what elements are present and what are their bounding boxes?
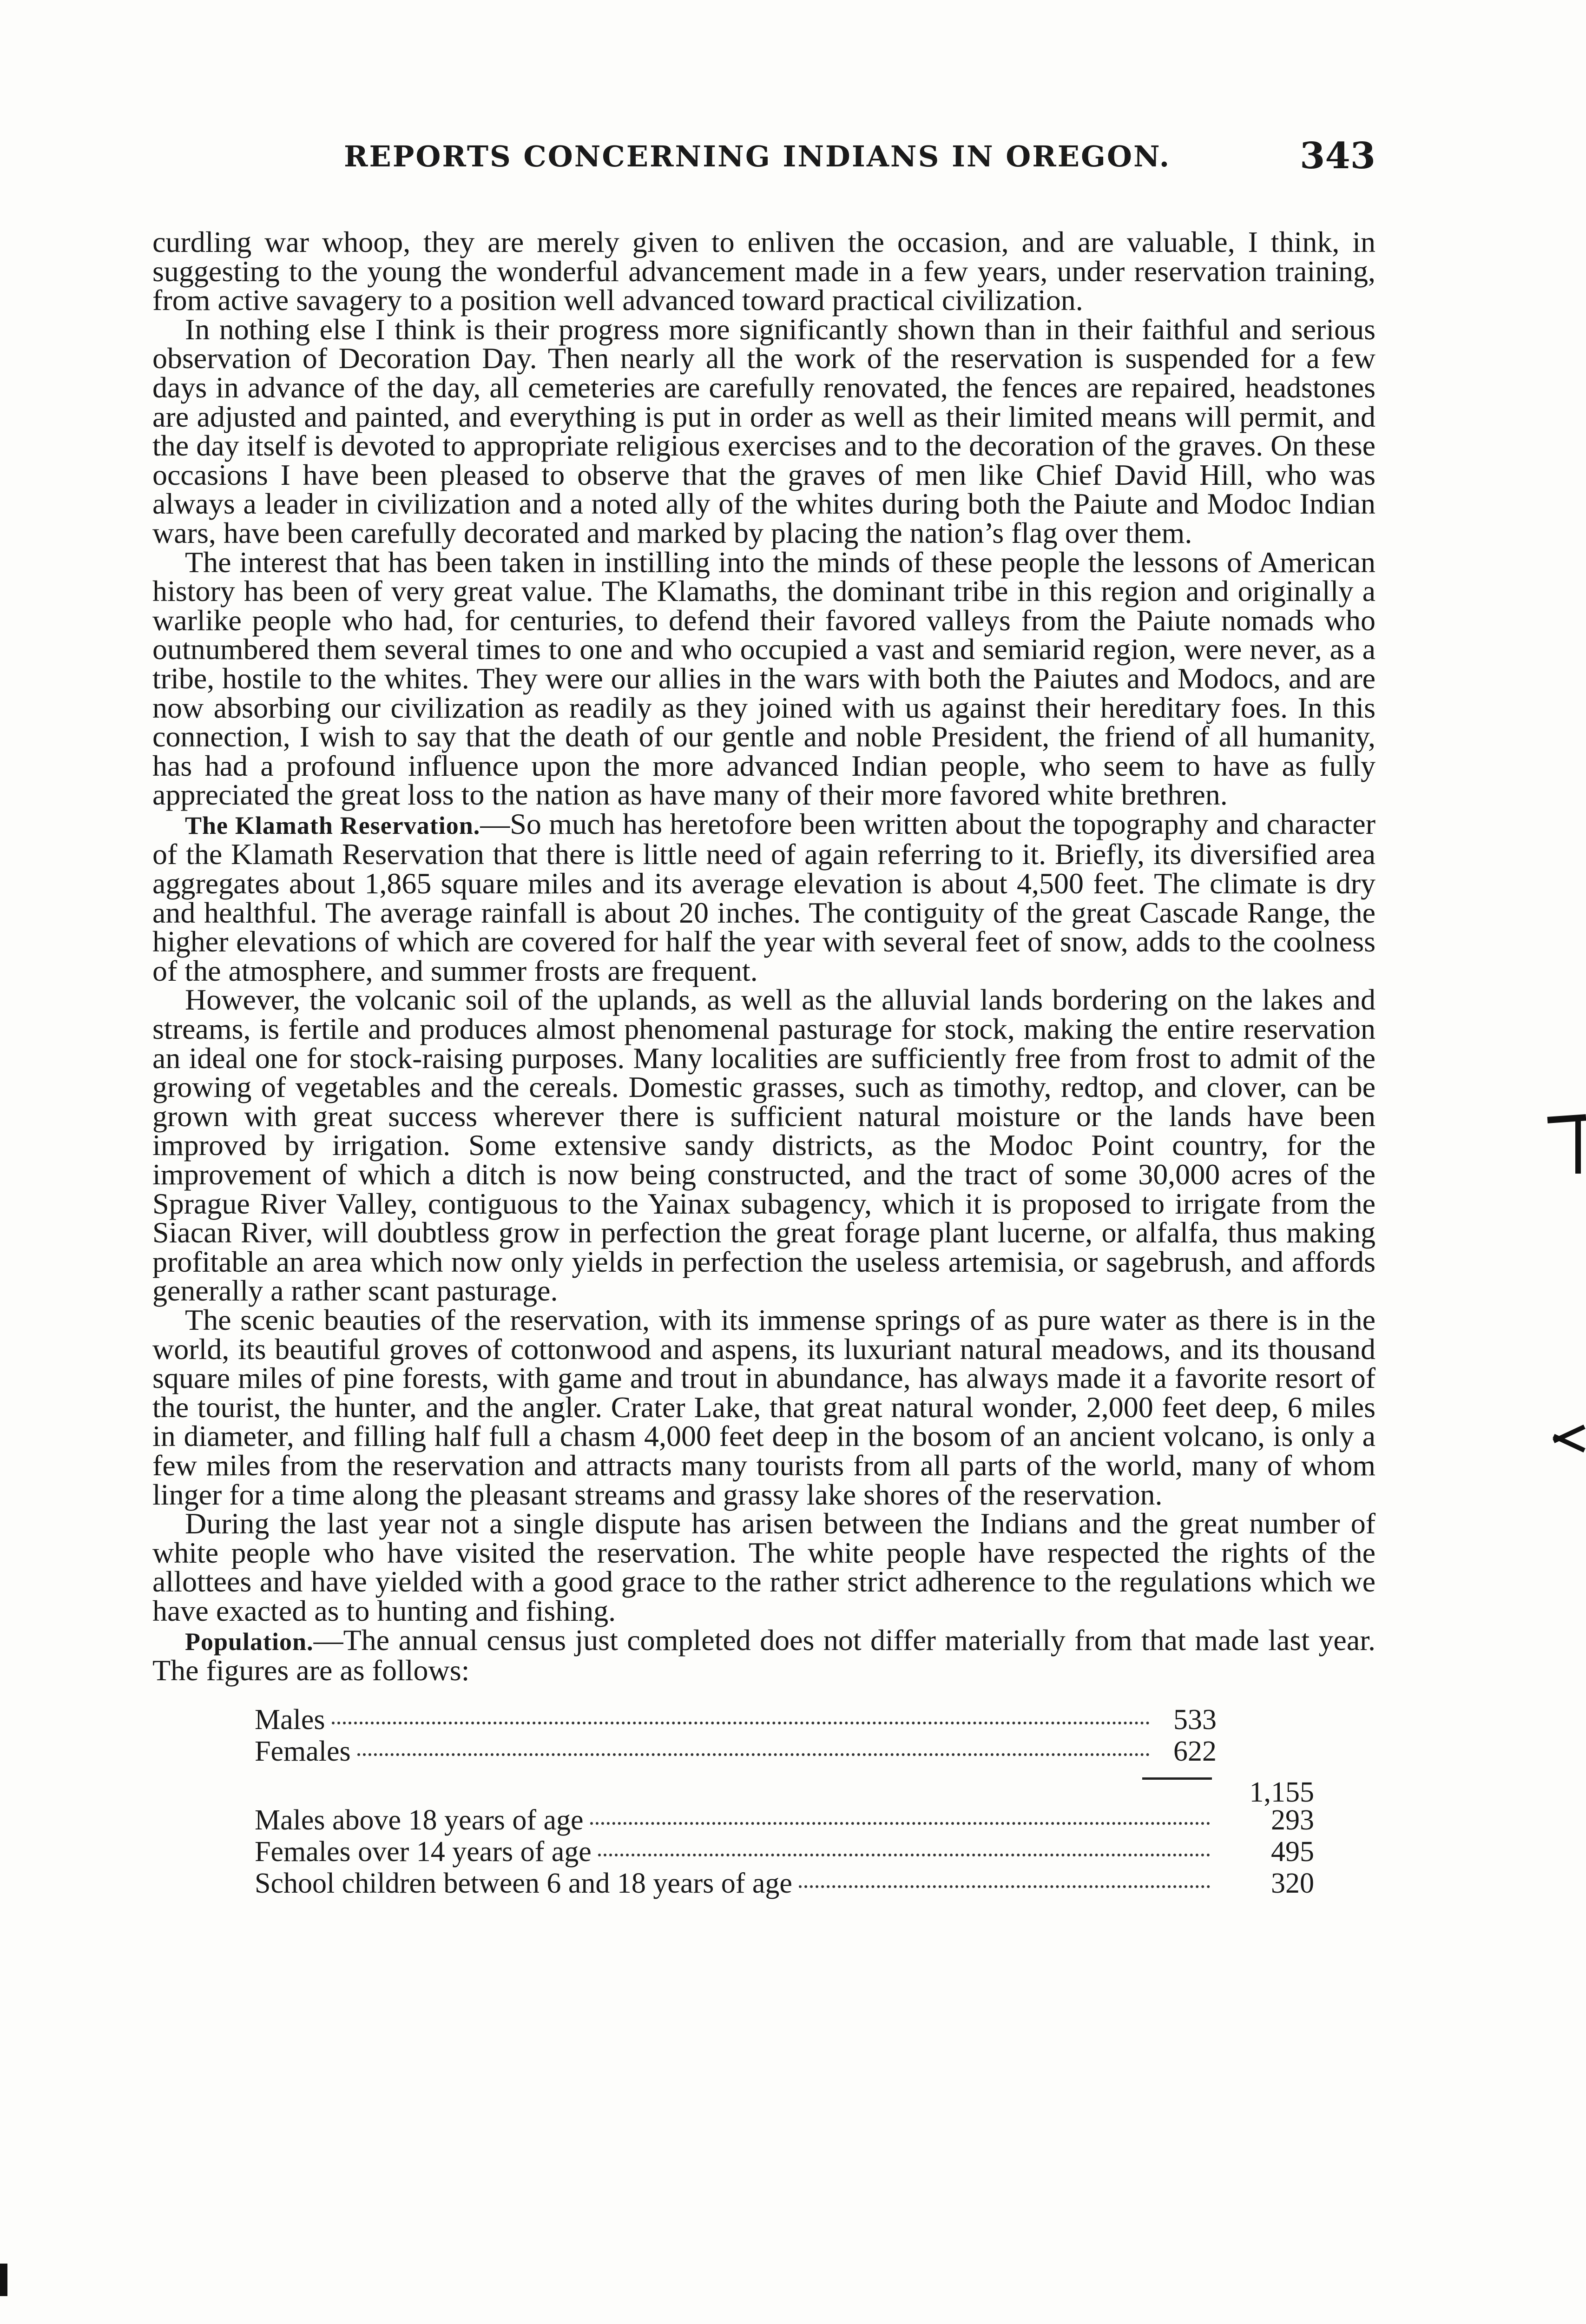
running-head: REPORTS CONCERNING INDIANS IN OREGON.: [344, 139, 1171, 173]
table-row: [255, 1836, 1314, 1868]
table-row: [255, 1704, 1314, 1736]
section-heading-klamath-reservation: The Klamath Reservation.: [185, 811, 480, 839]
row-label: Males: [255, 1703, 325, 1736]
paragraph-text: However, the volcanic soil of the uplands, as well as the alluvial lands bordering on the lakes and streams, is fertile and produces almost phenomenal pasturage for stock, making the entire reservation an ideal one for stock-raising purposes. Many localities are sufficiently free from frost to admit of the growing of vegetables and the cereals. Domestic grasses, such as timothy, redtop, and clover, can be grown with great success wherever there is sufficient natural moisture or the lands have been improved by irrigation. Some extensive sandy districts, as the Modoc Point country, for the improvement of which a ditch is now being constructed, and the tract of some 30,000 acres of the Sprague River Valley, contiguous to the Yainax subagency, which it is proposed to irrigate from the Siacan River, will doubtless grow in perfection the great forage plant lucerne, or alfalfa, thus making profitable an area which now only yields in perfection the useless artemisia, or sagebrush, and affords generally a rather scant pasturage.: [152, 983, 1375, 1307]
table-row: [255, 1804, 1314, 1836]
paragraph-american-history: [152, 545, 1375, 812]
row-label: Males above 18 years of age: [255, 1804, 584, 1836]
table-row: [255, 1868, 1314, 1899]
paragraph-war-whoop: [152, 225, 1375, 317]
dot-leader: [598, 1854, 1210, 1856]
paragraph-klamath-reservation: [152, 807, 1376, 987]
row-label: School children between 6 and 18 years of age: [255, 1867, 792, 1899]
paragraph-volcanic-soil: [152, 985, 1375, 1306]
page-header: [153, 135, 1375, 186]
row-value: 293: [1271, 1804, 1314, 1836]
table-row: [255, 1736, 1314, 1767]
paragraph-text: curdling war whoop, they are merely given to enliven the occasion, and are valuable, I think, in suggesting to the young the wonderful advancement made in a few years, under reservation training, from active savagery to a position well advanced toward practical civilization.: [152, 225, 1375, 317]
paragraph-text: The scenic beauties of the reservation, with its immense springs of as pure water as there is in the world, its beautiful groves of cottonwood and aspens, its luxuriant natural meadows, and its thousand square miles of pine forests, with game and trout in abundance, has always made it a favorite resort of the tourist, the hunter, and the angler. Crater Lake, that great natural wonder, 2,000 feet deep, 6 miles in diameter, and filling half full a chasm 4,000 feet deep in the bosom of an ancient volcano, is only a few miles from the reservation and attracts many tourists from all parts of the world, many of whom linger for a time along the pleasant streams and grassy lake shores of the reservation.: [152, 1303, 1375, 1511]
paragraph-disputes: [152, 1509, 1375, 1625]
dot-leader: [357, 1753, 1150, 1756]
population-total: 1,155: [1249, 1776, 1314, 1808]
dot-leader: [590, 1822, 1210, 1825]
row-label: Females: [255, 1735, 351, 1767]
section-heading-population: Population.: [185, 1627, 314, 1656]
dot-leader: [799, 1885, 1210, 1888]
paragraph-scenic-beauties: [152, 1303, 1375, 1511]
margin-scan-mark: [0, 2264, 7, 2296]
row-value: 533: [1173, 1703, 1217, 1736]
paragraph-text: The interest that has been taken in instilling into the minds of these people the lessons of American history has been of very great value. The Klamaths, the dominant tribe in this region and originally a warlike people who had, for centuries, to defend their favored valleys from the Paiute nomads who outnumbered them several times to one and who occupied a vast and semiarid region, were never, as a tribe, hostile to the whites. They were our allies in the wars with both the Paiutes and Modocs, and are now absorbing our civilization as readily as they joined with us against their hereditary foes. In this connection, I wish to say that the death of our gentle and noble President, the friend of all humanity, has had a profound influence upon the more advanced Indian people, who seem to have as fully appreciated the great loss to the nation as have many of their more favored white brethren.: [152, 545, 1375, 812]
page-number: 343: [1300, 135, 1375, 177]
row-label: Females over 14 years of age: [255, 1835, 592, 1868]
paragraph-text: In nothing else I think is their progress more significantly shown than in their faithful and serious observation of Decoration Day. Then nearly all the work of the reservation is suspended for a few days in advance of the day, all cemeteries are carefully renovated, the fences are repaired, headstones are adjusted and painted, and everything is put in order as well as their limited means will permit, and the day itself is devoted to appropriate religious exercises and to the decoration of the graves. On these occasions I have been pleased to observe that the graves of men like Chief David Hill, who was always a leader in civilization and a noted ally of the whites during both the Paiute and Modoc Indian wars, have been carefully decorated and marked by placing the nation’s flag over them.: [152, 312, 1375, 549]
paragraph-text: During the last year not a single dispute has arisen between the Indians and the great number of white people who have visited the reservation. The white people have respected the rights of the allottees and have yielded with a good grace to the rather strict adherence to the regulations which we have exacted as to hunting and fishing.: [152, 1507, 1375, 1627]
population-table: [255, 1704, 1314, 1899]
row-value: 622: [1173, 1735, 1217, 1767]
total-rule: [1142, 1777, 1212, 1780]
row-value: 320: [1271, 1867, 1314, 1899]
paragraph-population: [152, 1623, 1375, 1687]
paragraph-text: —So much has heretofore been written about the topography and character of the Klamath Reservation that there is little need of again referring to it. Briefly, its diversified area aggregates about 1,865 square miles and its average elevation is about 4,500 feet. The climate is dry and healthful. The average rainfall is about 20 inches. The contiguity of the great Cascade Range, the higher elevations of which are covered for half the year with several feet of snow, adds to the coolness of the atmosphere, and summer frosts are frequent.: [152, 807, 1376, 987]
margin-scan-mark: [1553, 1434, 1585, 1452]
total-row: [255, 1776, 1314, 1808]
dot-leader: [332, 1722, 1150, 1724]
margin-scan-mark: [1575, 1118, 1581, 1174]
body-text: [152, 225, 1376, 1899]
paragraph-decoration-day: [152, 312, 1375, 549]
paragraph-text: —The annual census just completed does not differ materially from that made last year. The figures are as follows:: [152, 1623, 1375, 1687]
row-value: 495: [1271, 1835, 1314, 1868]
